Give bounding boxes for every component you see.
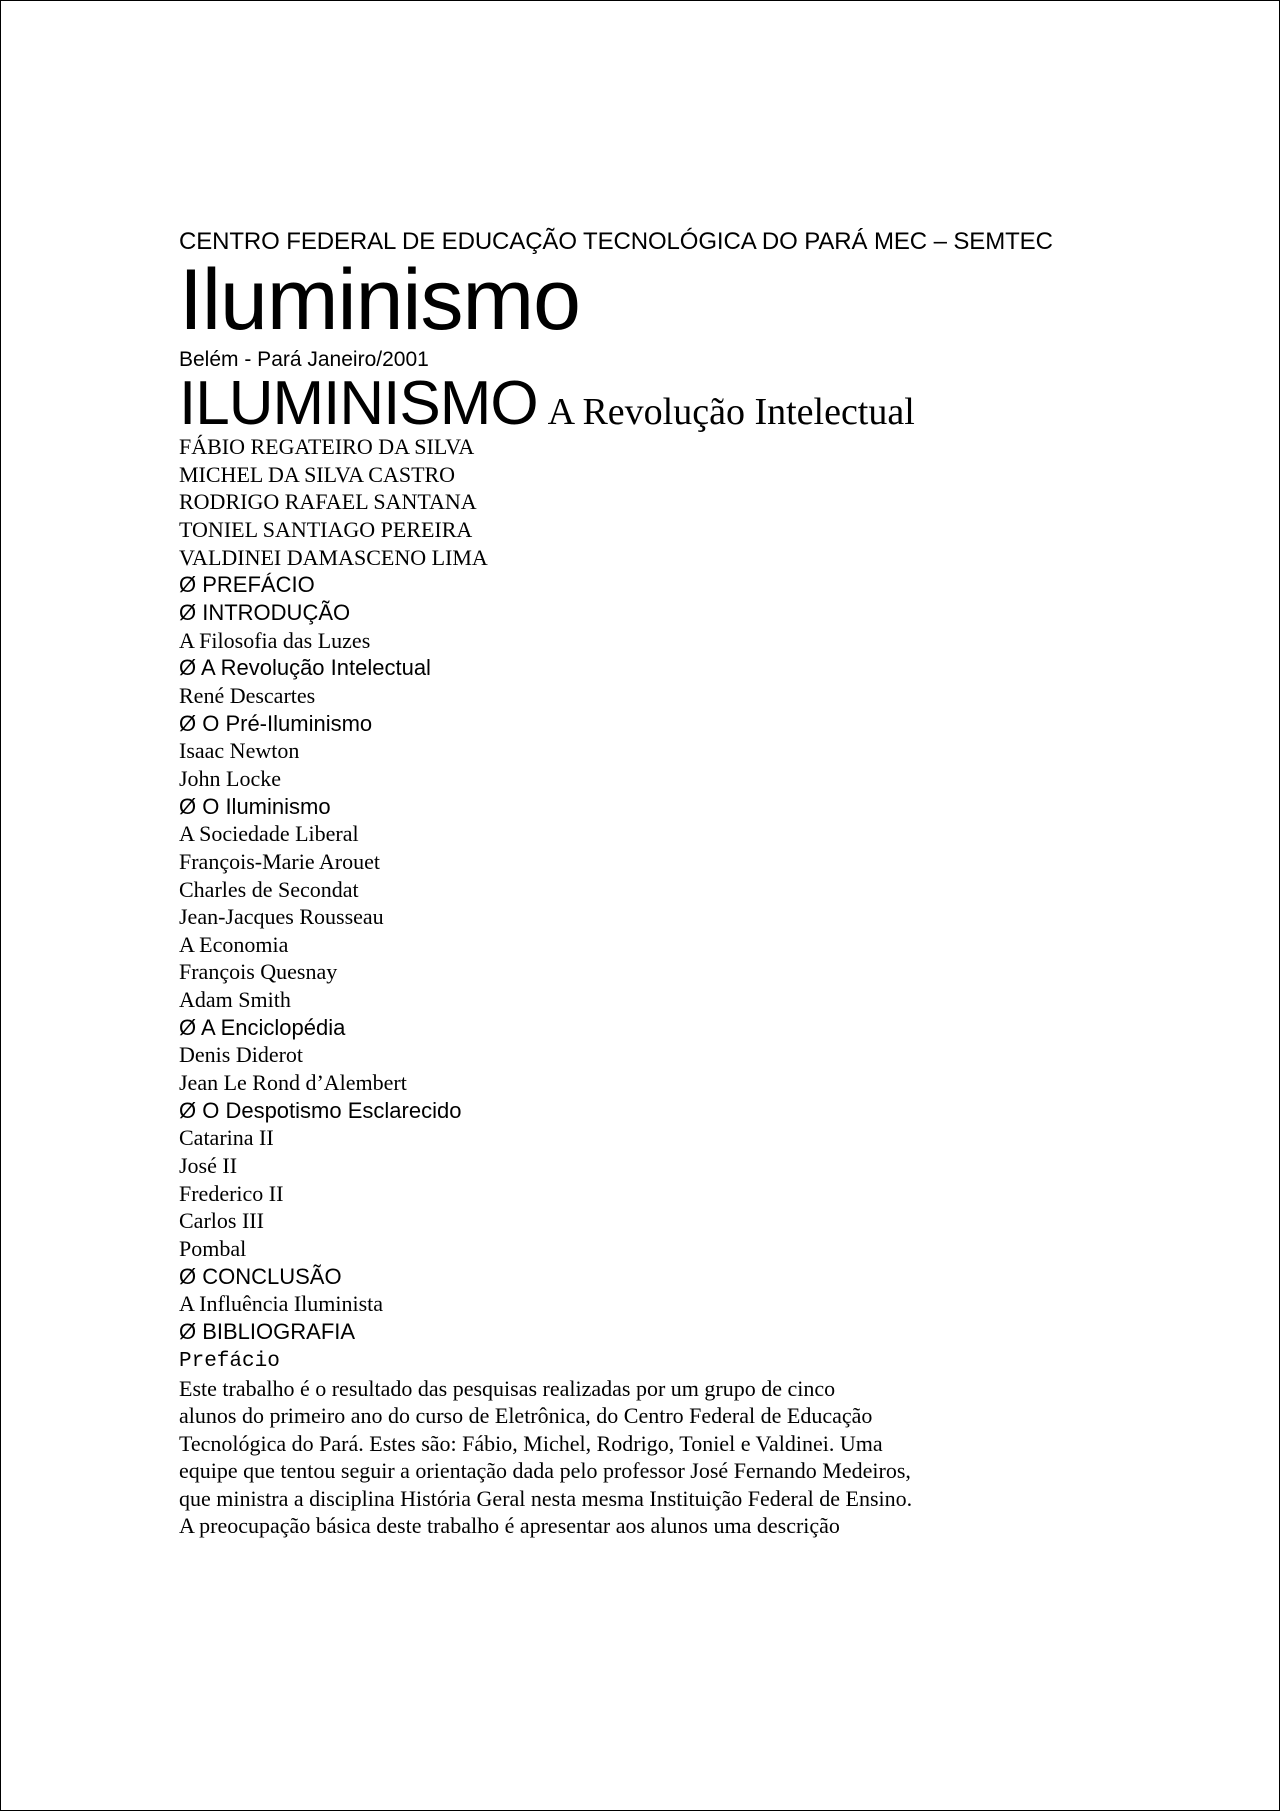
preface-line: que ministra a disciplina História Geral nesta mesma Instituição Federal de Ensino. bbox=[179, 1485, 913, 1511]
toc-section-item: Ø O Despotismo Esclarecido bbox=[179, 1097, 462, 1123]
main-title: Iluminismo bbox=[179, 252, 580, 348]
toc-subitem: Isaac Newton bbox=[179, 738, 300, 764]
preface-line: A preocupação básica deste trabalho é apresentar aos alunos uma descrição bbox=[179, 1513, 840, 1539]
toc-subitem: Jean-Jacques Rousseau bbox=[179, 904, 384, 930]
place-date: Belém - Pará Janeiro/2001 bbox=[179, 348, 429, 371]
toc-section-item: Ø O Iluminismo bbox=[179, 793, 331, 819]
author-name: MICHEL DA SILVA CASTRO bbox=[179, 461, 456, 487]
toc-subitem: Adam Smith bbox=[179, 987, 291, 1013]
toc-subitem: Jean Le Rond d’Alembert bbox=[179, 1070, 407, 1096]
title-caps: ILUMINISMO bbox=[179, 369, 538, 438]
toc-subitem: Charles de Secondat bbox=[179, 876, 359, 902]
toc-subitem: A Influência Iluminista bbox=[179, 1291, 384, 1317]
toc-subitem: François-Marie Arouet bbox=[179, 848, 380, 874]
preface-line: Tecnológica do Pará. Estes são: Fábio, Michel, Rodrigo, Toniel e Valdinei. Uma bbox=[179, 1430, 883, 1456]
author-name: VALDINEI DAMASCENO LIMA bbox=[179, 544, 488, 570]
toc-section-item: Ø A Revolução Intelectual bbox=[179, 655, 431, 681]
toc-section-item: Ø A Enciclopédia bbox=[179, 1014, 346, 1040]
toc-subitem: John Locke bbox=[179, 765, 282, 791]
toc-section-item: Ø O Pré-Iluminismo bbox=[179, 710, 373, 736]
toc-subitem: A Economia bbox=[179, 931, 289, 957]
institution-header: CENTRO FEDERAL DE EDUCAÇÃO TECNOLÓGICA DO PARÁ MEC – SEMTEC bbox=[179, 228, 1053, 255]
toc-subitem: Pombal bbox=[179, 1236, 247, 1262]
title-block bbox=[179, 369, 1199, 438]
preface-heading: Prefácio bbox=[179, 1349, 280, 1373]
preface-paragraph bbox=[179, 1375, 1059, 1540]
table-of-contents bbox=[179, 571, 1199, 1345]
toc-section-item: Ø INTRODUÇÃO bbox=[179, 599, 351, 625]
author-list bbox=[179, 433, 1199, 571]
toc-subitem: Catarina II bbox=[179, 1125, 274, 1151]
preface-line: equipe que tentou seguir a orientação dada pelo professor José Fernando Medeiros, bbox=[179, 1458, 911, 1484]
toc-section-item: Ø PREFÁCIO bbox=[179, 572, 315, 598]
subtitle: A Revolução Intelectual bbox=[547, 391, 915, 433]
toc-subitem: A Sociedade Liberal bbox=[179, 821, 359, 847]
toc-subitem: René Descartes bbox=[179, 682, 316, 708]
page-content bbox=[179, 225, 1199, 1540]
toc-subitem: A Filosofia das Luzes bbox=[179, 627, 371, 653]
toc-subitem: Denis Diderot bbox=[179, 1042, 304, 1068]
toc-section-item: Ø CONCLUSÃO bbox=[179, 1263, 342, 1289]
toc-subitem: Frederico II bbox=[179, 1180, 284, 1206]
preface-section bbox=[179, 1348, 1199, 1540]
author-name: FÁBIO REGATEIRO DA SILVA bbox=[179, 434, 475, 459]
preface-line: alunos do primeiro ano do curso de Eletrônica, do Centro Federal de Educação bbox=[179, 1403, 873, 1429]
toc-subitem: José II bbox=[179, 1153, 238, 1179]
toc-subitem: François Quesnay bbox=[179, 959, 338, 985]
author-name: TONIEL SANTIAGO PEREIRA bbox=[179, 516, 473, 542]
toc-subitem: Carlos III bbox=[179, 1208, 264, 1234]
preface-line: Este trabalho é o resultado das pesquisas realizadas por um grupo de cinco bbox=[179, 1375, 836, 1401]
toc-section-item: Ø BIBLIOGRAFIA bbox=[179, 1319, 356, 1344]
author-name: RODRIGO RAFAEL SANTANA bbox=[179, 489, 477, 515]
